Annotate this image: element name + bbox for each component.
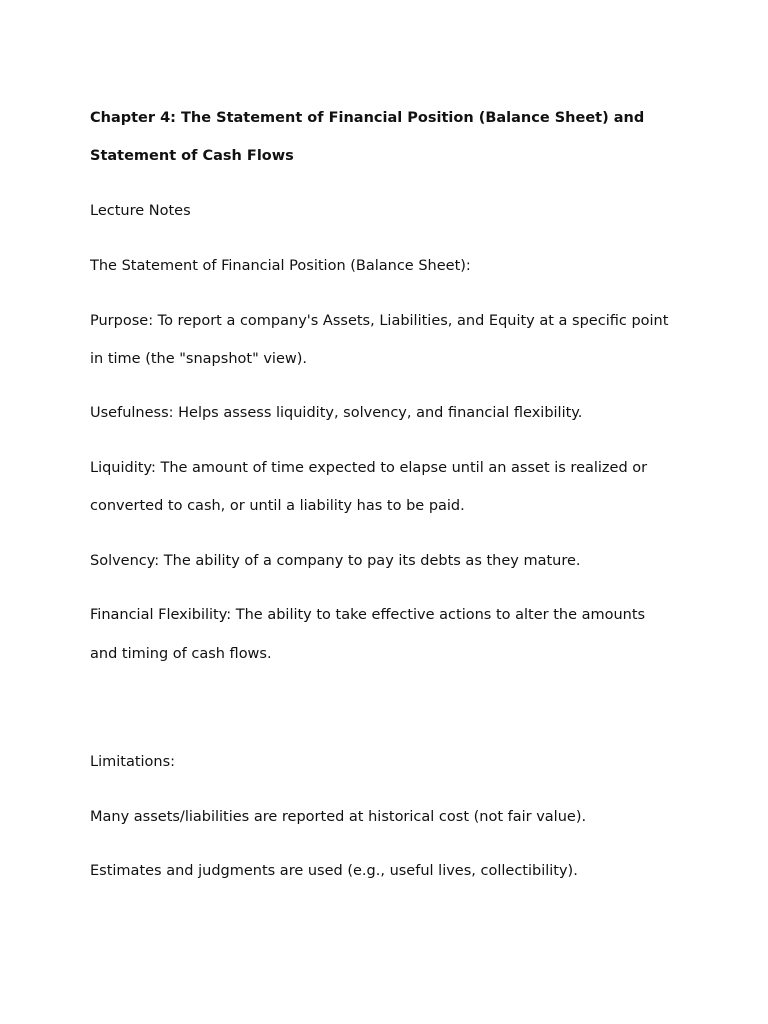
chapter-title-line-2: Statement of Cash Flows: [90, 148, 294, 164]
limitation-item-historical-cost: Many assets/liabilities are reported at historical cost (not fair value).: [90, 809, 587, 825]
liquidity-line-2: converted to cash, or until a liability has to be paid.: [90, 498, 465, 514]
financial-flexibility-line-2: and timing of cash flows.: [90, 646, 272, 662]
chapter-title-line-1: Chapter 4: The Statement of Financial Position (Balance Sheet) and: [90, 110, 645, 126]
limitations-heading: Limitations:: [90, 754, 176, 770]
purpose-line-2: in time (the "snapshot" view).: [90, 351, 307, 367]
liquidity-line-1: Liquidity: The amount of time expected to elapse until an asset is realized or: [90, 460, 648, 476]
financial-flexibility-line-1: Financial Flexibility: The ability to take effective actions to alter the amounts: [90, 607, 646, 623]
usefulness-text: Usefulness: Helps assess liquidity, solvency, and financial flexibility.: [90, 405, 583, 421]
solvency-text: Solvency: The ability of a company to pay its debts as they mature.: [90, 553, 581, 569]
section-heading: The Statement of Financial Position (Balance Sheet):: [90, 258, 471, 274]
lecture-notes-label: Lecture Notes: [90, 203, 191, 219]
purpose-line-1: Purpose: To report a company's Assets, Liabilities, and Equity at a specific point: [90, 313, 669, 329]
limitation-item-estimates: Estimates and judgments are used (e.g., useful lives, collectibility).: [90, 863, 578, 879]
